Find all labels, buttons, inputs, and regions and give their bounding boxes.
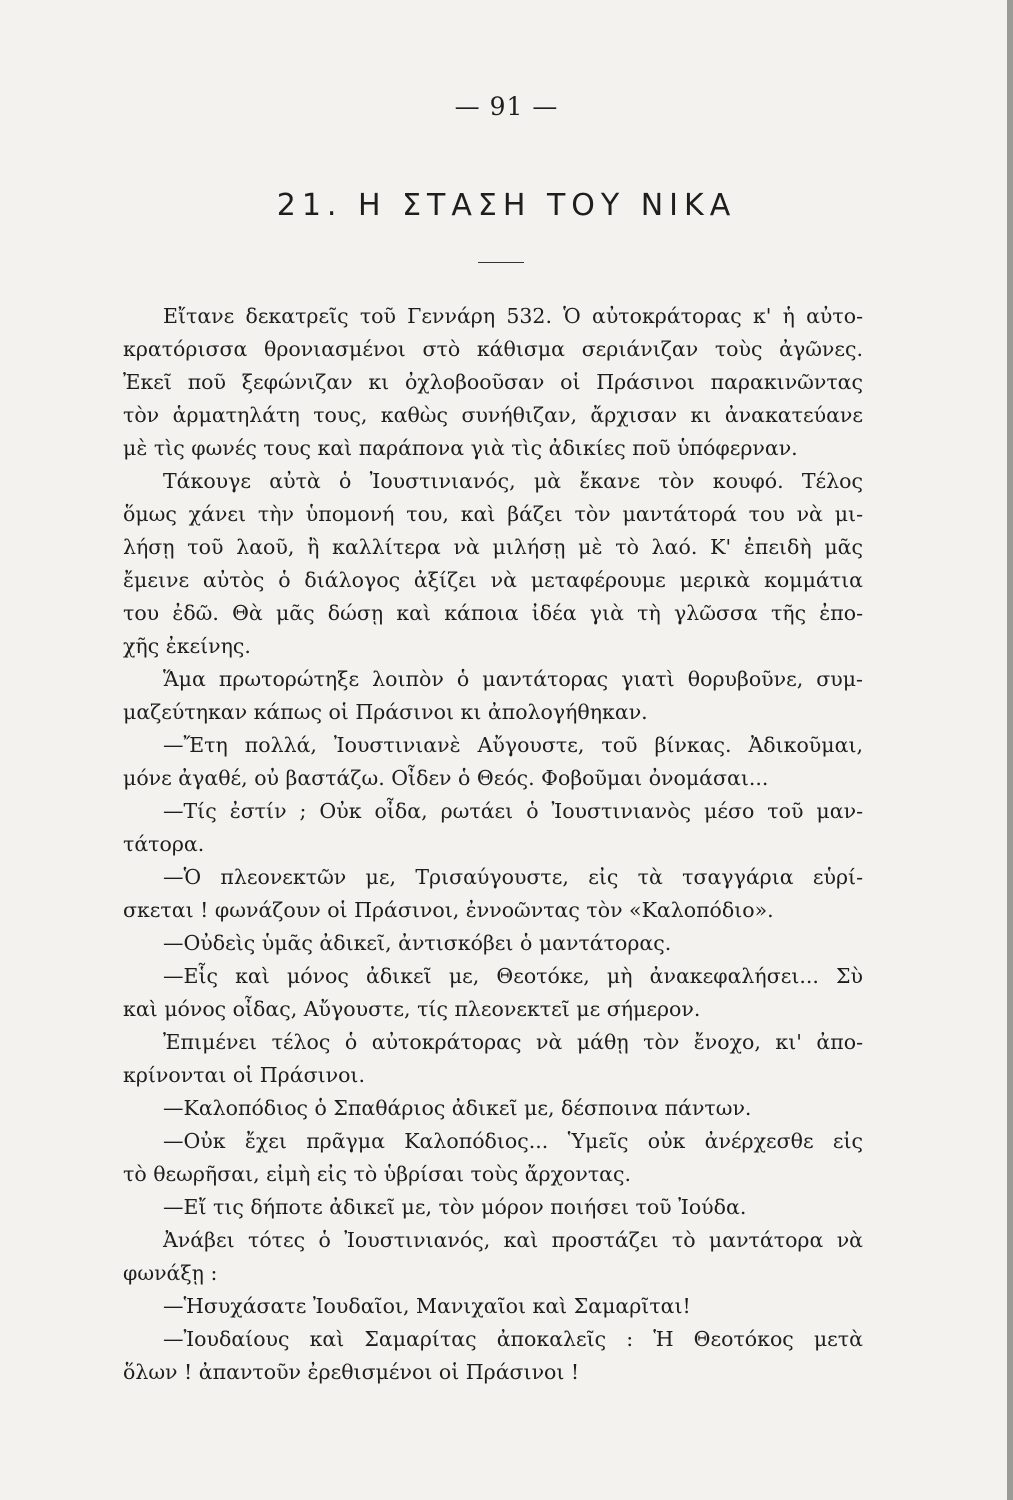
text-line: —Οὐδεὶς ὑμᾶς ἀδικεῖ, ἀντισκόβει ὁ μαντάτορας. xyxy=(163,931,672,955)
text-line: κρατόρισσα θρονιασμένοι στὸ κάθισμα σεριάνιζαν τοὺς ἀγῶνες. xyxy=(123,337,863,361)
text-line: —Ἰουδαίους καὶ Σαμαρίτας ἀποκαλεῖς : Ἡ Θεοτόκος μετὰ xyxy=(163,1327,863,1351)
text-line: Τάκουγε αὐτὰ ὁ Ἰουστινιανός, μὰ ἔκανε τὸν κουφό. Τέλος xyxy=(163,469,863,493)
chapter-title: 21. Η ΣΤΑΣΗ ΤΟΥ ΝΙΚΑ xyxy=(276,188,737,223)
text-line: Ἐκεῖ ποῦ ξεφώνιζαν κι ὀχλοβοοῦσαν οἱ Πράσινοι παρακινῶντας xyxy=(123,370,863,394)
text-line: καὶ μόνος οἶδας, Αὔγουστε, τίς πλεονεκτεῖ με σήμερον. xyxy=(123,997,701,1021)
text-line: —Ἡσυχάσατε Ἰουδαῖοι, Μανιχαῖοι καὶ Σαμαρῖται! xyxy=(163,1294,691,1318)
text-line: του ἐδῶ. Θὰ μᾶς δώσῃ καὶ κάποια ἰδέα γιὰ τὴ γλῶσσα τῆς ἐπο- xyxy=(123,601,863,625)
text-line: φωνάξῃ : xyxy=(123,1261,218,1285)
text-line: τὸν ἁρματηλάτη τους, καθὼς συνήθιζαν, ἄρχισαν κι ἀνακατεύανε xyxy=(123,403,863,427)
text-line: μὲ τὶς φωνές τους καὶ παράπονα γιὰ τὶς ἀδικίες ποῦ ὑπόφερναν. xyxy=(123,436,798,460)
text-line: τὸ θεωρῆσαι, εἰμὴ εἰς τὸ ὑβρίσαι τοὺς ἄρχοντας. xyxy=(123,1162,631,1186)
text-line: —Ἔτη πολλά, Ἰουστινιανὲ Αὔγουστε, τοῦ βίνκας. Ἀδικοῦμαι, xyxy=(163,733,863,757)
text-line: Ἐπιμένει τέλος ὁ αὐτοκράτορας νὰ μάθῃ τὸν ἔνοχο, κι' ἀπο- xyxy=(163,1030,863,1054)
text-line: Ἅμα πρωτορώτηξε λοιπὸν ὁ μαντάτορας γιατὶ θορυβοῦνε, συμ- xyxy=(163,667,863,691)
text-line: Εἴτανε δεκατρεῖς τοῦ Γεννάρη 532. Ὁ αὐτοκράτορας κ' ἡ αὐτο- xyxy=(163,304,863,328)
text-line: λήσῃ τοῦ λαοῦ, ἢ καλλίτερα νὰ μιλήσῃ μὲ τὸ λαό. Κ' ἐπειδὴ μᾶς xyxy=(123,535,863,559)
text-line: μαζεύτηκαν κάπως οἱ Πράσινοι κι ἀπολογήθηκαν. xyxy=(123,700,648,724)
text-line: —Οὐκ ἔχει πρᾶγμα Καλοπόδιος... Ὑμεῖς οὐκ ἀνέρχεσθε εἰς xyxy=(163,1129,863,1153)
text-line: μόνε ἀγαθέ, οὐ βαστάζω. Οἶδεν ὁ Θεός. Φοβοῦμαι ὀνομάσαι... xyxy=(123,766,769,790)
text-line: ὅμως χάνει τὴν ὑπομονή του, καὶ βάζει τὸν μαντάτορά του νὰ μι- xyxy=(123,502,863,526)
text-line: κρίνονται οἱ Πράσινοι. xyxy=(123,1063,365,1087)
page-edge-shadow xyxy=(1007,0,1013,1500)
text-line: ὅλων ! ἀπαντοῦν ἐρεθισμένοι οἱ Πράσινοι ! xyxy=(123,1360,580,1384)
text-line: σκεται ! φωνάζουν οἱ Πράσινοι, ἐννοῶντας τὸν «Καλοπόδιο». xyxy=(123,898,774,922)
text-line: —Εἴ τις δήποτε ἀδικεῖ με, τὸν μόρον ποιήσει τοῦ Ἰούδα. xyxy=(163,1195,747,1219)
text-line: —Καλοπόδιος ὁ Σπαθάριος ἀδικεῖ με, δέσποινα πάντων. xyxy=(163,1096,752,1120)
title-underline-rule xyxy=(478,262,524,263)
text-line: χῆς ἐκείνης. xyxy=(123,634,251,658)
text-line: Ἀνάβει τότες ὁ Ἰουστινιανός, καὶ προστάζει τὸ μαντάτορα νὰ xyxy=(163,1228,863,1252)
text-line: —Εἷς καὶ μόνος ἀδικεῖ με, Θεοτόκε, μὴ ἀνακεφαλήσει... Σὺ xyxy=(163,964,863,988)
text-line: —Τίς ἐστίν ; Οὐκ οἶδα, ρωτάει ὁ Ἰουστινιανὸς μέσο τοῦ μαν- xyxy=(163,799,863,823)
text-line: τάτορα. xyxy=(123,832,205,856)
body-text xyxy=(123,300,863,1389)
text-line: —Ὁ πλεονεκτῶν με, Τρισαύγουστε, εἰς τὰ τσαγγάρια εὑρί- xyxy=(163,865,863,889)
page-number: — 91 — xyxy=(454,92,559,121)
text-line: ἔμεινε αὐτὸς ὁ διάλογος ἀξίζει νὰ μεταφέρουμε μερικὰ κομμάτια xyxy=(123,568,863,592)
